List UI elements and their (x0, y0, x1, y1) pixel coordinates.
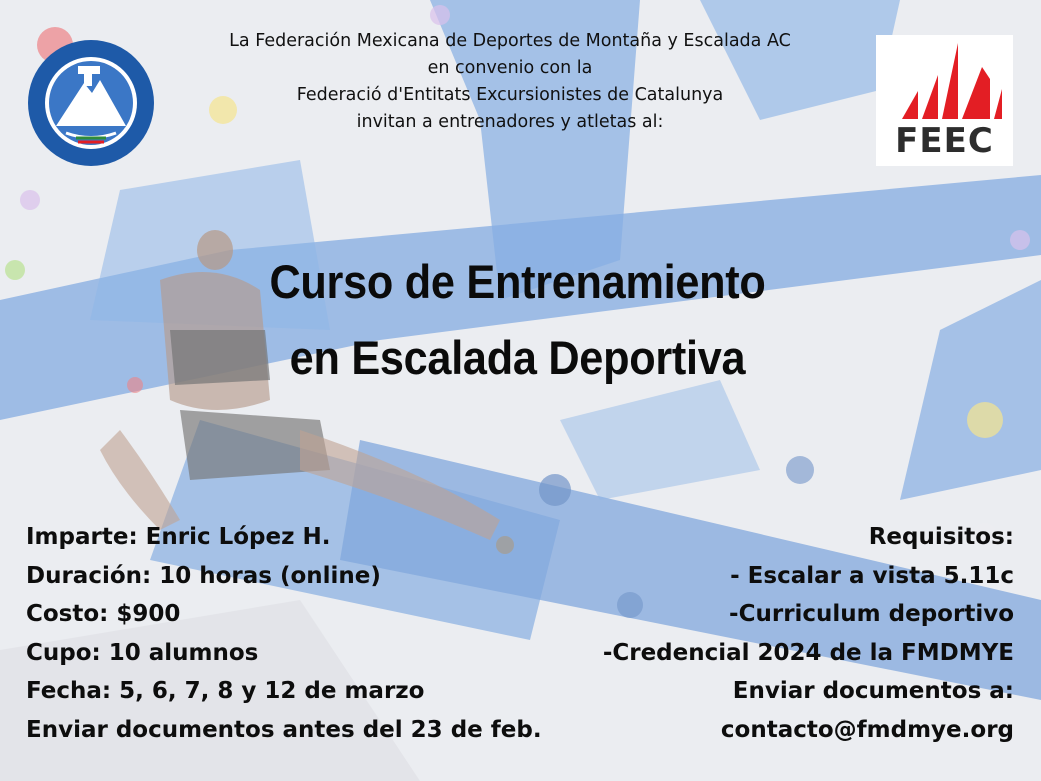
contact-email: contacto@fmdmye.org (720, 716, 1014, 743)
send-docs-label: Enviar documentos a: (732, 678, 1014, 704)
intro-line: en convenio con la (427, 58, 593, 78)
title-line: en Escalada Deportiva (289, 331, 746, 384)
fmdmye-seal-icon (26, 38, 156, 168)
detail-capacity: Cupo: 10 alumnos (26, 639, 259, 666)
requirement-item: -Credencial 2024 de la FMDMYE (602, 639, 1014, 666)
intro-line: Federació d'Entitats Excursionistes de Catalunya (296, 85, 724, 105)
course-title (100, 244, 935, 396)
detail-instructor: Imparte: Enric López H. (26, 524, 331, 550)
title-line: Curso de Entrenamiento (269, 255, 766, 308)
requirement-item: - Escalar a vista 5.11c (730, 562, 1014, 589)
requirements (603, 518, 1014, 749)
intro-line: invitan a entrenadores y atletas al: (356, 112, 664, 132)
intro-line: La Federación Mexicana de Deportes de Montaña y Escalada AC (229, 31, 791, 51)
feec-logo (876, 35, 1013, 166)
requirements-heading: Requisitos: (868, 524, 1014, 550)
detail-cost: Costo: $900 (26, 601, 181, 627)
detail-duration: Duración: 10 horas (online) (26, 562, 381, 589)
detail-deadline: Enviar documentos antes del 23 de feb. (26, 716, 542, 743)
requirement-item: -Curriculum deportivo (729, 601, 1014, 627)
intro-text (210, 28, 810, 136)
fmdmye-logo (26, 38, 156, 168)
course-details (26, 518, 542, 749)
detail-dates: Fecha: 5, 6, 7, 8 y 12 de marzo (26, 678, 425, 704)
feec-wordmark: FEEC (895, 121, 994, 161)
